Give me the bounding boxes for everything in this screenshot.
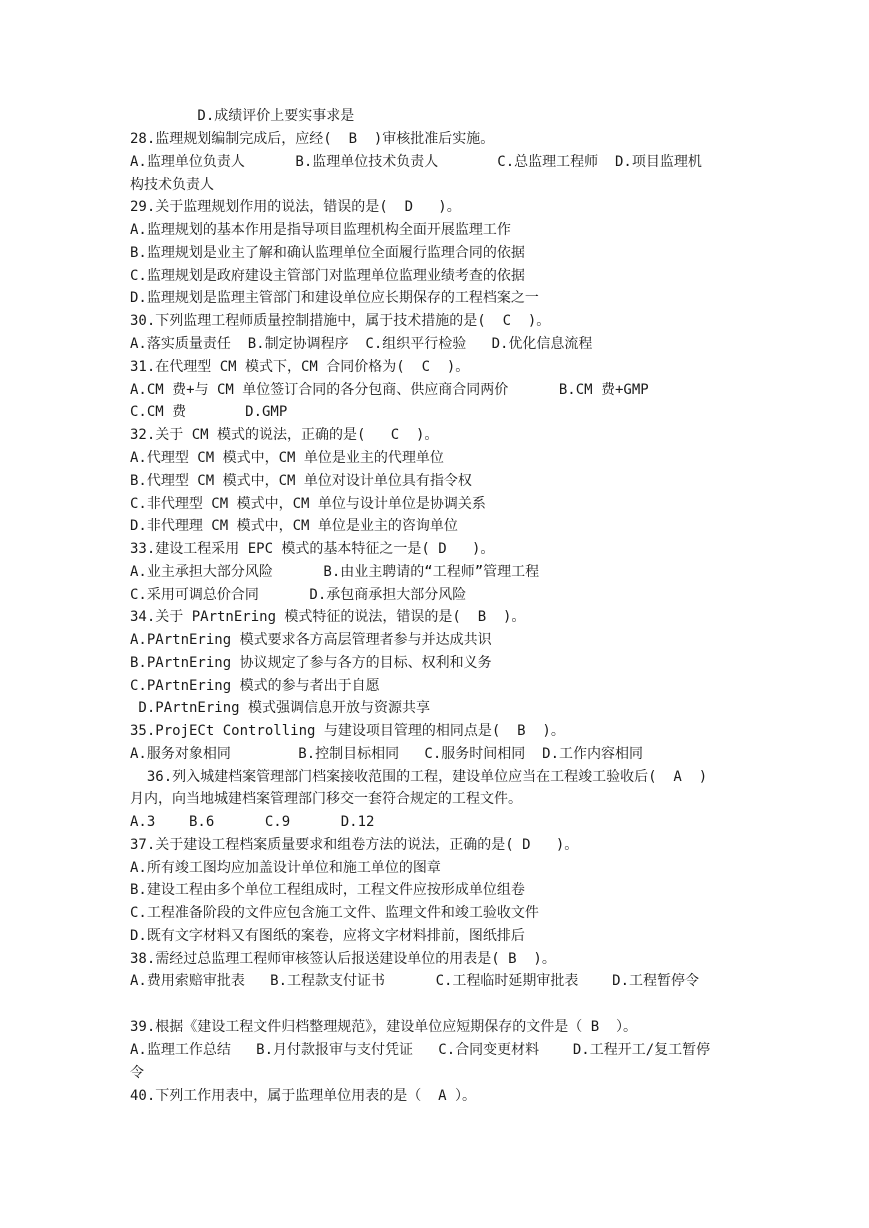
text-line: 32.关于 CM 模式的说法，正确的是( C )。 [130, 427, 439, 443]
text-line: C.采用可调总价合同 D.承包商承担大部分风险 [130, 587, 467, 603]
text-line: A.监理工作总结 B.月付款报审与支付凭证 C.合同变更材料 D.工程开工/复工暂停 [130, 1042, 711, 1058]
text-line: A.业主承担大部分风险 B.由业主聘请的“工程师”管理工程 [130, 564, 540, 580]
text-line: A.监理单位负责人 B.监理单位技术负责人 C.总监理工程师 D.项目监理机 [130, 154, 702, 170]
text-line: 31.在代理型 CM 模式下，CM 合同价格为( C )。 [130, 359, 470, 375]
text-line: 30.下列监理工程师质量控制措施中，属于技术措施的是( C )。 [130, 313, 551, 329]
text-line: 28.监理规划编制完成后，应经( B )审核批准后实施。 [130, 131, 495, 147]
text-line: A.落实质量责任 B.制定协调程序 C.组织平行检验 D.优化信息流程 [130, 336, 593, 352]
text-line: C.监理规划是政府建设主管部门对监理单位监理业绩考查的依据 [130, 268, 525, 284]
text-line: A.PArtnEring 模式要求各方高层管理者参与并达成共识 [130, 632, 492, 648]
text-line: D.监理规划是监理主管部门和建设单位应长期保存的工程档案之一 [130, 290, 539, 306]
text-line: 34.关于 PArtnEring 模式特征的说法，错误的是( B )。 [130, 609, 526, 625]
text-line: A.CM 费+与 CM 单位签订合同的各分包商、供应商合同两价 B.CM 费+GMP [130, 382, 649, 398]
text-line: C.工程准备阶段的文件应包含施工文件、监理文件和竣工验收文件 [130, 905, 539, 921]
text-line: A.代理型 CM 模式中，CM 单位是业主的代理单位 [130, 450, 444, 466]
text-line: 37.关于建设工程档案质量要求和组卷方法的说法，正确的是( D )。 [130, 837, 579, 853]
text-line: D.成绩评价上要实事求是 [130, 108, 355, 124]
text-line: A.所有竣工图均应加盖设计单位和施工单位的图章 [130, 860, 441, 876]
text-line: A.3 B.6 C.9 D.12 [130, 814, 375, 830]
text-line: 38.需经过总监理工程师审核签认后报送建设单位的用表是( B )。 [130, 951, 556, 967]
text-line: 35.ProjECt Controlling 与建设项目管理的相同点是( B )。 [130, 723, 565, 739]
text-line: B.代理型 CM 模式中，CM 单位对设计单位具有指令权 [130, 473, 472, 489]
text-line: 40.下列工作用表中，属于监理单位用表的是（ A ）。 [130, 1088, 476, 1104]
text-line: A.监理规划的基本作用是指导项目监理机构全面开展监理工作 [130, 222, 511, 238]
text-line: 33.建设工程采用 EPC 模式的基本特征之一是( D )。 [130, 541, 495, 557]
text-line: B.PArtnEring 协议规定了参与各方的目标、权利和义务 [130, 655, 492, 671]
text-line: C.CM 费 D.GMP [130, 404, 288, 420]
text-line: C.PArtnEring 模式的参与者出于自愿 [130, 678, 380, 694]
text-line: 令 [130, 1065, 144, 1081]
text-line: 29.关于监理规划作用的说法，错误的是( D )。 [130, 199, 461, 215]
text-line: D.非代理理 CM 模式中，CM 单位是业主的咨询单位 [130, 518, 458, 534]
text-line: B.监理规划是业主了解和确认监理单位全面履行监理合同的依据 [130, 245, 525, 261]
text-line: 36.列入城建档案管理部门档案接收范围的工程，建设单位应当在工程竣工验收后( A ) [130, 769, 708, 785]
text-line: A.费用索赔审批表 B.工程款支付证书 C.工程临时延期审批表 D.工程暂停令 [130, 973, 700, 989]
text-line: A.服务对象相同 B.控制目标相同 C.服务时间相同 D.工作内容相同 [130, 746, 644, 762]
text-line: 39.根据《建设工程文件归档整理规范》，建设单位应短期保存的文件是（ B ）。 [130, 1019, 637, 1035]
text-line: C.非代理型 CM 模式中，CM 单位与设计单位是协调关系 [130, 496, 486, 512]
text-line: 构技术负责人 [130, 177, 214, 193]
text-line: D.PArtnEring 模式强调信息开放与资源共享 [130, 700, 431, 716]
text-line: 月内，向当地城建档案管理部门移交一套符合规定的工程文件。 [130, 791, 522, 807]
text-line: D.既有文字材料又有图纸的案卷，应将文字材料排前，图纸排后 [130, 928, 525, 944]
text-line: B.建设工程由多个单位工程组成时，工程文件应按形成单位组卷 [130, 882, 525, 898]
